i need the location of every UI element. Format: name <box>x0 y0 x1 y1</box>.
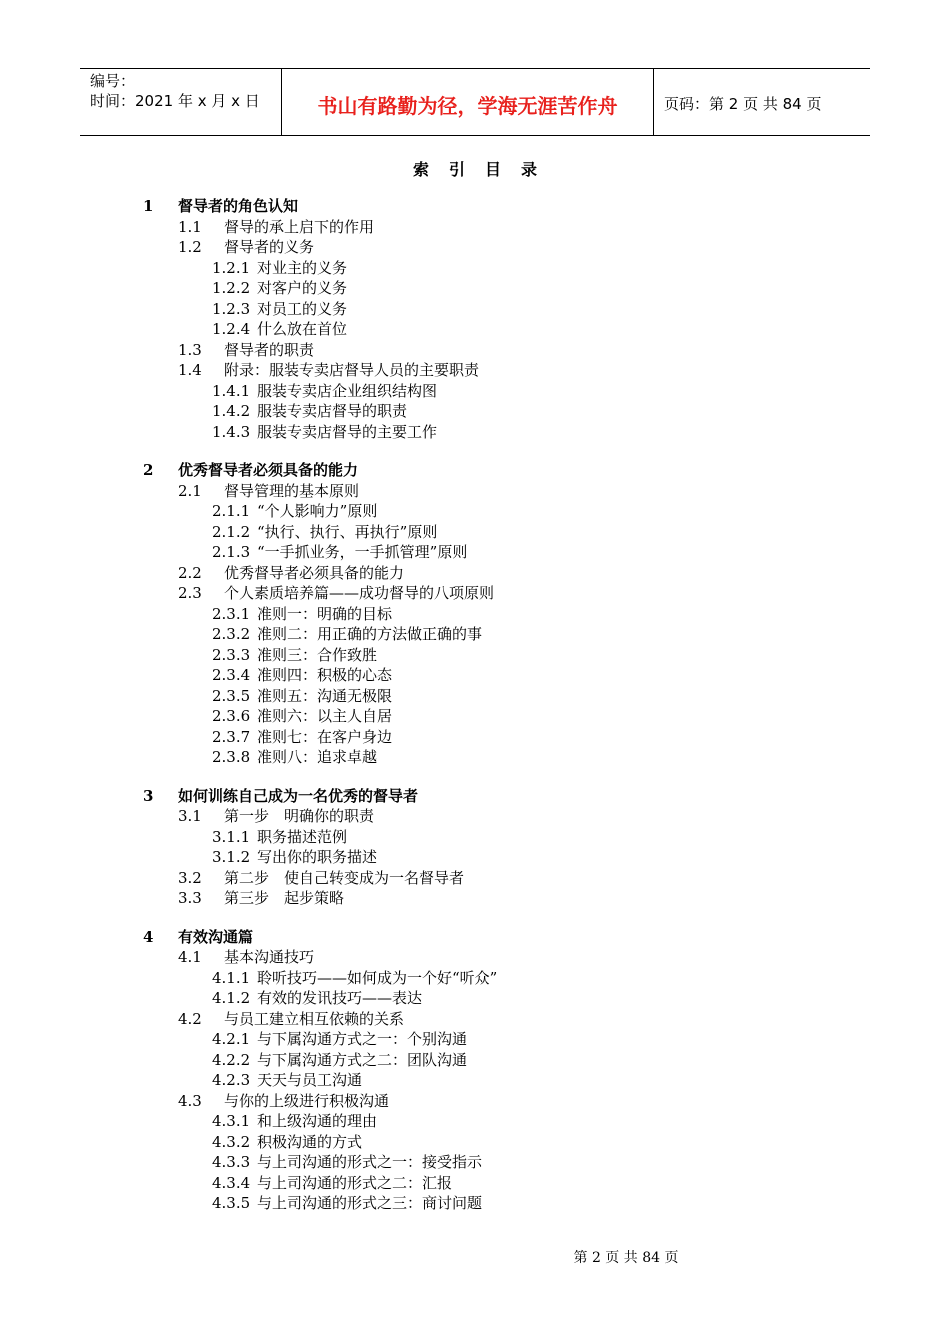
toc-number: 4.2.2 <box>212 1050 251 1069</box>
section-gap <box>0 442 950 460</box>
toc-number: 3.1.1 <box>212 827 251 846</box>
toc-number: 1.4.2 <box>212 402 251 420</box>
toc-section[interactable] <box>0 1091 950 1112</box>
toc-number: 2.3.8 <box>212 748 251 766</box>
toc-number: 2.3.3 <box>212 645 251 664</box>
toc-subsection[interactable] <box>0 968 950 989</box>
toc-number: 2.3.1 <box>212 604 251 623</box>
toc-number: 1.2.3 <box>212 299 251 318</box>
toc-subsection[interactable] <box>0 258 950 279</box>
toc-number: 2.3 <box>178 584 202 602</box>
toc-subsection[interactable] <box>0 422 950 443</box>
toc-number: 1 <box>143 197 154 215</box>
toc-text: 与下属沟通方式之二：团队沟通 <box>257 1050 468 1069</box>
toc-subsection[interactable] <box>0 727 950 748</box>
toc-section[interactable] <box>0 806 950 827</box>
toc-number: 2.2 <box>178 563 202 582</box>
toc-number: 4.3 <box>178 1091 202 1110</box>
toc-subsection[interactable] <box>0 624 950 645</box>
toc-subsection[interactable] <box>0 665 950 686</box>
toc-text: 督导管理的基本原则 <box>224 481 360 500</box>
footer-page-number: 第 2 页 共 84 页 <box>573 1250 679 1266</box>
toc-subsection[interactable] <box>0 522 950 543</box>
toc-section[interactable] <box>0 868 950 889</box>
toc-text: 与上司沟通的形式之二：汇报 <box>257 1173 453 1192</box>
toc-text: 有效的发讯技巧——表达 <box>257 989 423 1007</box>
header-motto: 书山有路勤为径，学海无涯苦作舟 <box>282 69 654 135</box>
toc-number: 4.2.3 <box>212 1071 251 1089</box>
toc-subsection[interactable] <box>0 706 950 727</box>
toc-text: 第二步 使自己转变成为一名督导者 <box>224 868 465 887</box>
toc-number: 1.4.1 <box>212 381 251 400</box>
toc-number: 4.2 <box>178 1009 202 1028</box>
toc-number: 3.1.2 <box>212 848 251 866</box>
page-header <box>80 68 870 136</box>
toc-number: 3.3 <box>178 889 202 907</box>
toc-subsection[interactable] <box>0 1029 950 1050</box>
toc-subsection[interactable] <box>0 1152 950 1173</box>
toc-text: 基本沟通技巧 <box>224 948 315 966</box>
toc-chapter[interactable] <box>0 460 950 481</box>
toc-number: 1.2 <box>178 238 202 256</box>
toc-text: 职务描述范例 <box>257 827 348 846</box>
toc-chapter[interactable] <box>0 786 950 807</box>
header-info-cell <box>80 69 282 135</box>
toc-subsection[interactable] <box>0 278 950 299</box>
toc-text: 如何训练自己成为一名优秀的督导者 <box>178 786 419 805</box>
toc-subsection[interactable] <box>0 299 950 320</box>
toc-subsection[interactable] <box>0 401 950 422</box>
toc-text: 准则五：沟通无极限 <box>257 686 393 705</box>
toc-text: 对客户的义务 <box>257 279 348 297</box>
toc-subsection[interactable] <box>0 645 950 666</box>
toc-number: 4.1.2 <box>212 989 251 1007</box>
toc-number: 4.3.5 <box>212 1194 251 1212</box>
toc-number: 4.2.1 <box>212 1030 251 1048</box>
toc-number: 1.2.2 <box>212 279 251 297</box>
toc-number: 4.3.2 <box>212 1132 251 1151</box>
toc-section[interactable] <box>0 563 950 584</box>
toc-text: “个人影响力”原则 <box>257 502 378 520</box>
toc-number: 4.3.1 <box>212 1112 251 1130</box>
toc-title: 索引目录 <box>412 160 557 179</box>
section-gap <box>0 909 950 927</box>
toc-section[interactable] <box>0 237 950 258</box>
toc-number: 2.3.6 <box>212 707 251 725</box>
toc-text: 有效沟通篇 <box>178 927 254 946</box>
toc-text: 写出你的职务描述 <box>257 848 378 866</box>
toc-subsection[interactable] <box>0 542 950 563</box>
toc-number: 2.1.1 <box>212 502 251 520</box>
toc-text: 与上司沟通的形式之三：商讨问题 <box>257 1194 483 1212</box>
toc-number: 1.4 <box>178 361 202 379</box>
toc-subsection[interactable] <box>0 604 950 625</box>
toc-number: 2.3.7 <box>212 727 251 746</box>
toc-text: 积极沟通的方式 <box>257 1132 363 1151</box>
toc-number: 4.1 <box>178 948 202 966</box>
toc-text: 服装专卖店督导的职责 <box>257 402 408 420</box>
toc-number: 3 <box>143 786 154 805</box>
toc-subsection[interactable] <box>0 1050 950 1071</box>
toc-number: 2.1 <box>178 481 202 500</box>
toc-chapter[interactable] <box>0 927 950 948</box>
toc-section[interactable] <box>0 340 950 361</box>
toc-subsection[interactable] <box>0 1173 950 1194</box>
toc-text: 与你的上级进行积极沟通 <box>224 1091 390 1110</box>
toc-number: 2.3.4 <box>212 666 251 684</box>
toc-text: 服装专卖店企业组织结构图 <box>257 381 438 400</box>
toc-subsection[interactable] <box>0 319 950 340</box>
toc-text: 与上司沟通的形式之一：接受指示 <box>257 1153 483 1171</box>
toc-number: 3.2 <box>178 868 202 887</box>
toc-number: 2.3.5 <box>212 686 251 705</box>
toc-number: 2.1.2 <box>212 522 251 541</box>
toc-number: 2.3.2 <box>212 625 251 643</box>
header-page-label: 页码：第 2 页 共 84 页 <box>664 95 822 113</box>
toc-text: 与下属沟通方式之一：个别沟通 <box>257 1030 468 1048</box>
toc-number: 3.1 <box>178 807 202 825</box>
toc-subsection[interactable] <box>0 747 950 768</box>
toc-text: 服装专卖店督导的主要工作 <box>257 422 438 441</box>
toc-number: 4.3.4 <box>212 1173 251 1192</box>
toc-text: 聆听技巧——如何成为一个好“听众” <box>257 968 498 987</box>
toc-number: 4.1.1 <box>212 968 251 987</box>
toc-number: 1.2.4 <box>212 320 251 338</box>
toc-subsection[interactable] <box>0 1193 950 1214</box>
toc-subsection[interactable] <box>0 847 950 868</box>
toc-section[interactable] <box>0 481 950 502</box>
toc-text: 和上级沟通的理由 <box>257 1112 378 1130</box>
toc-text: 准则七：在客户身边 <box>257 727 393 746</box>
toc-section[interactable] <box>0 217 950 238</box>
toc-subsection[interactable] <box>0 827 950 848</box>
toc-subsection[interactable] <box>0 501 950 522</box>
section-gap <box>0 768 950 786</box>
toc-text: “执行、执行、再执行”原则 <box>257 522 438 541</box>
toc-text: 对员工的义务 <box>257 299 348 318</box>
toc-number: 1.4.3 <box>212 422 251 441</box>
toc-text: 准则一：明确的目标 <box>257 604 393 623</box>
toc-text: 准则二：用正确的方法做正确的事 <box>257 625 483 643</box>
toc-text: 第三步 起步策略 <box>224 889 345 907</box>
toc-subsection[interactable] <box>0 686 950 707</box>
toc-text: 准则四：积极的心态 <box>257 666 393 684</box>
toc-text: 督导者的职责 <box>224 340 315 359</box>
number-label: 编号： <box>90 72 136 90</box>
toc-text: 第一步 明确你的职责 <box>224 807 375 825</box>
toc-text: 附录：服装专卖店督导人员的主要职责 <box>224 361 480 379</box>
toc-text: 天天与员工沟通 <box>257 1071 363 1089</box>
toc-text: 准则三：合作致胜 <box>257 645 378 664</box>
toc-text: 优秀督导者必须具备的能力 <box>178 461 359 479</box>
toc-subsection[interactable] <box>0 1070 950 1091</box>
toc-text: 督导者的角色认知 <box>178 197 299 215</box>
toc-number: 1.3 <box>178 340 202 359</box>
toc-number: 2.1.3 <box>212 543 251 561</box>
toc-number: 1.2.1 <box>212 258 251 277</box>
toc-subsection[interactable] <box>0 1111 950 1132</box>
toc-text: 督导者的义务 <box>224 238 315 256</box>
toc-subsection[interactable] <box>0 1132 950 1153</box>
toc-number: 4 <box>143 927 154 946</box>
toc-section[interactable] <box>0 947 950 968</box>
toc-number: 1.1 <box>178 217 202 236</box>
page-footer <box>0 1247 950 1267</box>
toc-section[interactable] <box>0 360 950 381</box>
toc-subsection[interactable] <box>0 988 950 1009</box>
toc-text: 督导的承上启下的作用 <box>224 217 375 236</box>
toc-text: 准则六：以主人自居 <box>257 707 393 725</box>
table-of-contents <box>0 196 950 1214</box>
toc-chapter[interactable] <box>0 196 950 217</box>
toc-section[interactable] <box>0 888 950 909</box>
date-label: 时间：2021 年 x 月 x 日 <box>90 92 260 110</box>
toc-text: 个人素质培养篇——成功督导的八项原则 <box>224 584 495 602</box>
toc-text: 优秀督导者必须具备的能力 <box>224 563 405 582</box>
toc-text: 什么放在首位 <box>257 320 348 338</box>
toc-text: 对业主的义务 <box>257 258 348 277</box>
toc-section[interactable] <box>0 1009 950 1030</box>
toc-number: 2 <box>143 461 154 479</box>
toc-text: 准则八：追求卓越 <box>257 748 378 766</box>
toc-text: “一手抓业务，一手抓管理”原则 <box>257 543 468 561</box>
toc-text: 与员工建立相互依赖的关系 <box>224 1009 405 1028</box>
toc-section[interactable] <box>0 583 950 604</box>
toc-number: 4.3.3 <box>212 1153 251 1171</box>
toc-subsection[interactable] <box>0 381 950 402</box>
